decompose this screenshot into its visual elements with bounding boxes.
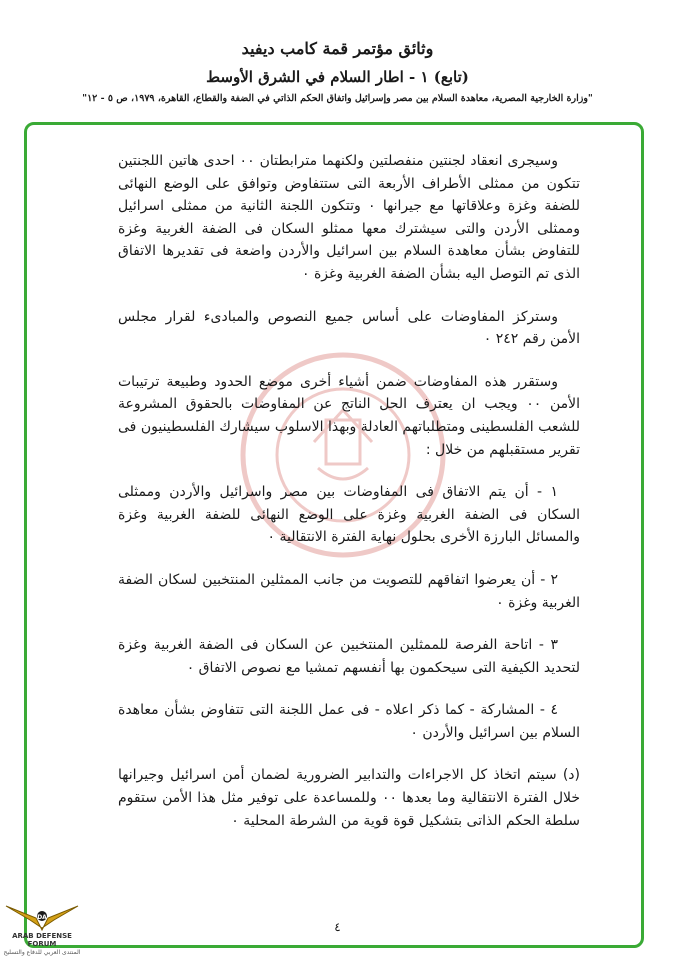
- eagle-emblem-icon: [2, 900, 82, 934]
- body-paragraph: وستقرر هذه المفاوضات ضمن أشياء أخرى موضع الحدود وطبيعة ترتيبات الأمن ٠٠ ويجب ان يعترف الحل الناتج عن المفاوضات بالحقوق المشروعة للشعب الفلسطينى ومتطلباتهم العادلة وبهذا الاسلوب سيشارك الفلسطينيون فى تقرير مستقبلهم من خلال :: [118, 373, 580, 458]
- list-item: ٢ - أن يعرضوا اتفاقهم للتصويت من جانب الممثلين المنتخبين لسكان الضفة الغربية وغزة ٠: [118, 571, 580, 611]
- list-item: ٣ - اتاحة الفرصة للممثلين المنتخبين عن السكان فى الضفة الغربية وغزة لتحديد الكيفية التى سيحكمون بها أنفسهم تمشيا مع نصوص الاتفاق ٠: [118, 637, 580, 676]
- document-header: [0, 38, 675, 106]
- logo-arabic-name: المنتدى العربي للدفاع والتسليح: [3, 949, 81, 956]
- body-paragraph: وسيجرى انعقاد لجنتين منفصلتين ولكنهما مترابطتان ٠٠ احدى هاتين اللجنتين تتكون من ممثلى الأطراف الأربعة التى ستتفاوض وتوافق على الوضع النهائى للضفة وغزة وعلاقاتها مع جيرانها ٠ وتتكون اللجنة الثانية من ممثلى اسرائيل وممثلى الأردن والتى سيشترك معها ممثلو السكان فى الضفة الغربية وغزة للتفاوض بشأن معاهدة السلام بين اسرائيل والأردن واضعة فى تقديرها الاتفاق الذى تم التوصل اليه بشأن الضفة الغربية وغزة ٠: [118, 153, 580, 282]
- document-subtitle: (تابع) ١ - اطار السلام في الشرق الأوسط: [206, 68, 469, 86]
- body-paragraph: وستركز المفاوضات على أساس جميع النصوص والمبادىء لقرار مجلس الأمن رقم ٢٤٢ ٠: [118, 308, 580, 348]
- list-item: ١ - أن يتم الاتفاق فى المفاوضات بين مصر واسرائيل والأردن وممثلى السكان فى الضفة الغربية وغزة على الوضع النهائى للضفة الغربية وغزة والمسائل البارزة الأخرى بحلول نهاية الفترة الانتقالية ٠: [118, 484, 580, 546]
- page-number: ٤: [334, 920, 341, 934]
- body-paragraph: (د) سيتم اتخاذ كل الاجراءات والتدابير الضرورية لضمان أمن اسرائيل وجيرانها خلال الفترة الانتقالية وما بعدها ٠٠ وللمساعدة على توفير مثل هذا الأمن ستقوم سلطة الحكم الذاتى بتشكيل قوة قوية من الشرطة المحلية ٠: [118, 767, 580, 829]
- document-title: وثائق مؤتمر قمة كامب ديفيد: [241, 39, 434, 58]
- document-body: [118, 150, 580, 852]
- source-citation: "وزارة الخارجية المصرية، معاهدة السلام بين مصر وإسرائيل واتفاق الحكم الذاتي في الضفة والقطاع، القاهرة، ١٩٧٩، ص ٥ - ١٢": [82, 93, 593, 104]
- logo-abbr: DA: [37, 914, 47, 921]
- list-item: ٤ - المشاركة - كما ذكر اعلاه - فى عمل اللجنة التى تتفاوض بشأن معاهدة السلام بين اسرائيل والأردن ٠: [118, 702, 580, 741]
- logo-name: ARAB DEFENSE FORUM: [12, 932, 72, 948]
- forum-logo: [2, 900, 82, 958]
